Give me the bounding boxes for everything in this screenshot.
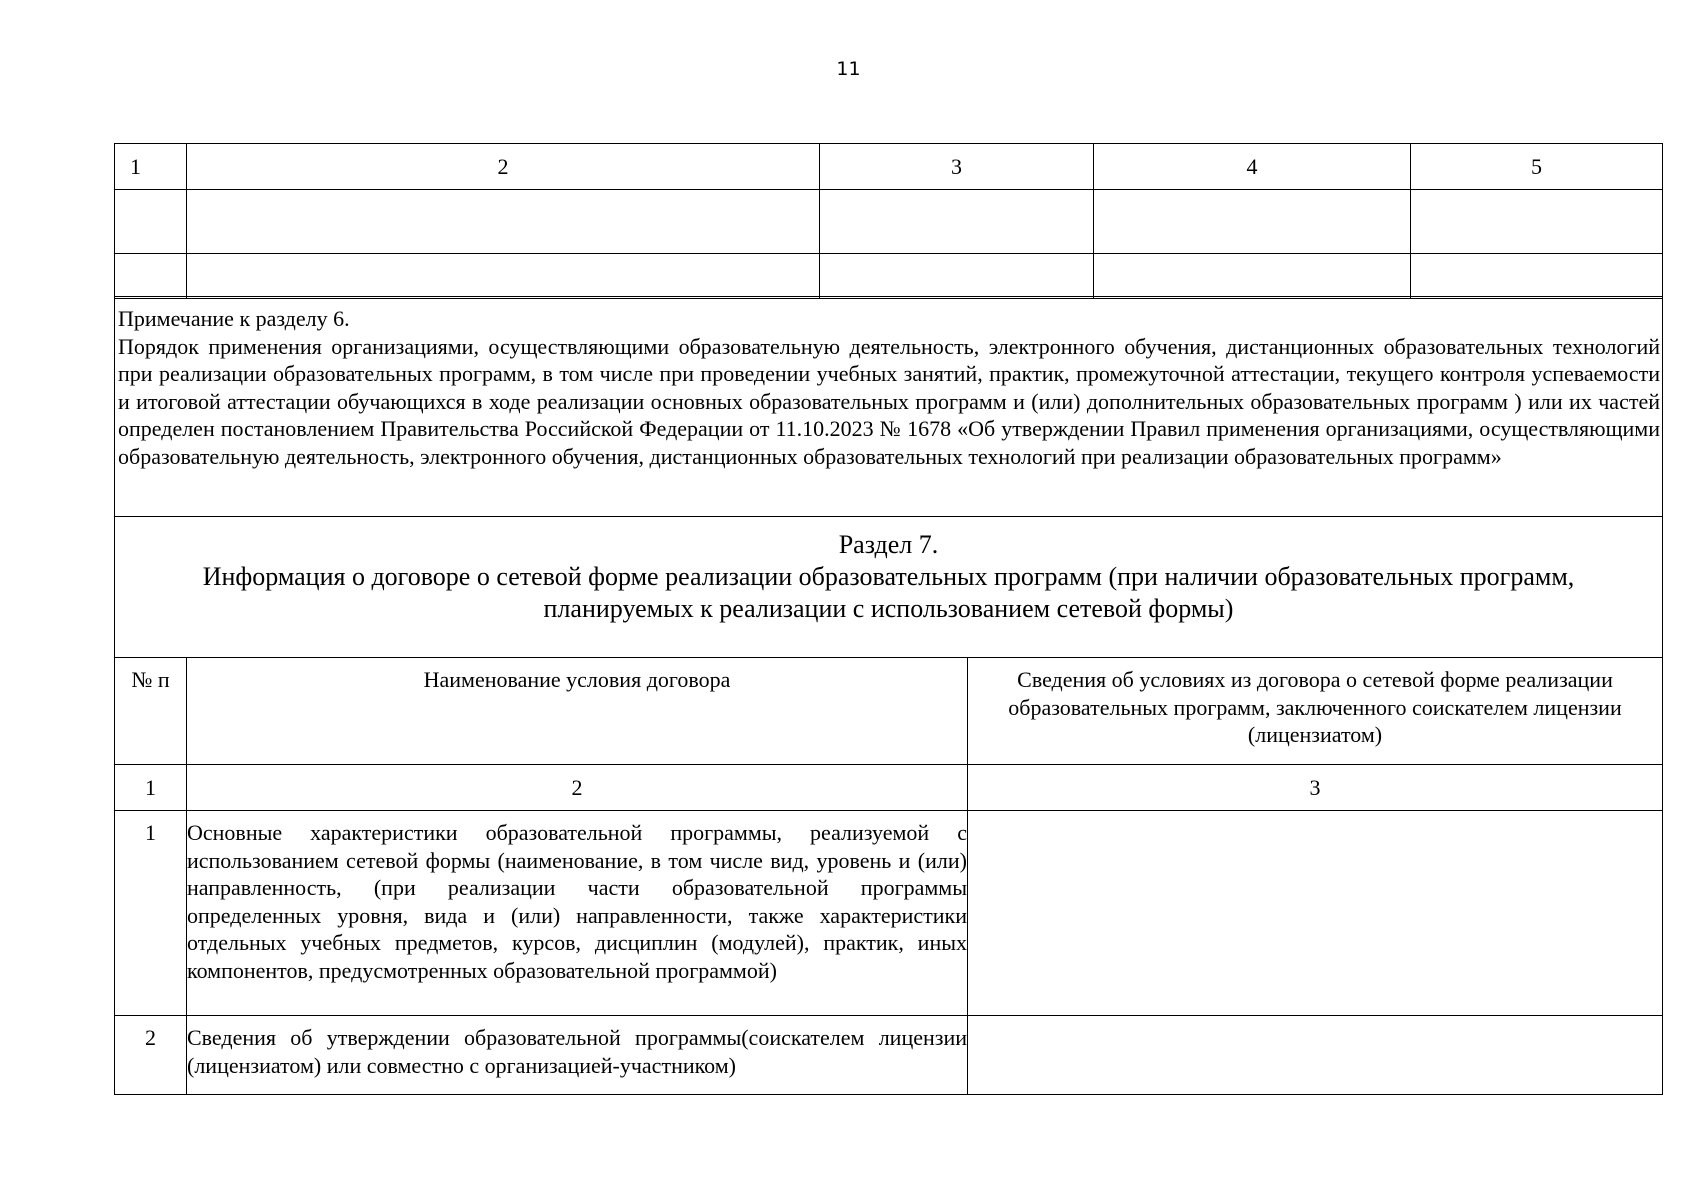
note-text: Порядок применения организациями, осуществляющими образовательную деятельность, электронного обучения, дистанционных образовательных технологий при реализации образовательных программ, в том числе при проведении учебных занятий, практик, промежуточной аттестации, текущего контроля успеваемости и итоговой аттестации обучающихся в ходе реализации основных образовательных программ и (или) дополнительных образовательных программ ) или их частей определен постановлением Правительства Российской Федерации от 11.10.2023 № 1678 «Об утверждении Правил применения организациями, осуществляющими образовательную деятельность, электронного обучения, дистанционных образовательных технологий при реализации образовательных программ» xyxy=(118,333,1660,469)
column-number-cell: 1 xyxy=(115,144,187,190)
column-header-number: № п xyxy=(115,658,187,765)
column-number-row xyxy=(115,144,1663,190)
table-cell xyxy=(1094,254,1411,299)
section-subtitle: Информация о договоре о сетевой форме реализации образовательных программ (при наличии образовательных программ, планируемых к реализации с использованием сетевой формы) xyxy=(202,562,1575,623)
condition-text: Сведения об утверждении образовательной программы(соискателем лицензии (лицензиатом) или совместно с организацией-участником) xyxy=(187,1016,968,1095)
column-number-cell: 4 xyxy=(1094,144,1411,190)
note-title: Примечание к разделу 6. xyxy=(118,306,350,331)
row-number: 2 xyxy=(115,1016,187,1095)
table-row xyxy=(115,190,1663,254)
column-number-cell: 2 xyxy=(187,765,968,811)
condition-value xyxy=(968,811,1663,1016)
column-number-row xyxy=(115,765,1663,811)
table-row xyxy=(115,811,1663,1016)
column-number-cell: 5 xyxy=(1411,144,1663,190)
note-cell xyxy=(115,297,1663,517)
table-cell xyxy=(1411,254,1663,299)
table-cell xyxy=(820,254,1094,299)
column-header-condition: Наименование условия договора xyxy=(187,658,968,765)
table-row xyxy=(115,1016,1663,1095)
column-number-cell: 1 xyxy=(115,765,187,811)
section-7-table xyxy=(114,296,1663,1095)
page-number: 11 xyxy=(836,58,861,80)
table-cell xyxy=(115,190,187,254)
table-cell xyxy=(187,254,820,299)
section-header-row xyxy=(115,517,1663,658)
table-cell xyxy=(1094,190,1411,254)
column-number-cell: 3 xyxy=(968,765,1663,811)
row-number: 1 xyxy=(115,811,187,1016)
table-cell xyxy=(115,254,187,299)
section-header-cell xyxy=(115,517,1663,658)
table-cell xyxy=(820,190,1094,254)
column-number-cell: 3 xyxy=(820,144,1094,190)
table-row xyxy=(115,254,1663,299)
condition-value xyxy=(968,1016,1663,1095)
section-title: Раздел 7. xyxy=(838,530,939,559)
note-row xyxy=(115,297,1663,517)
condition-text: Основные характеристики образовательной программы, реализуемой с использованием сетевой формы (наименование, в том числе вид, уровень и (или) направленность, (при реализации части образовательной программы определенных уровня, вида и (или) направленности, также характеристики отдельных учебных предметов, курсов, дисциплин (модулей), практик, иных компонентов, предусмотренных образовательной программой) xyxy=(187,811,968,1016)
section-6-table xyxy=(114,143,1663,299)
column-number-cell: 2 xyxy=(187,144,820,190)
column-header-row xyxy=(115,658,1663,765)
table-cell xyxy=(1411,190,1663,254)
column-header-details: Сведения об условиях из договора о сетевой форме реализации образовательных программ, заключенного соискателем лицензии (лицензиатом) xyxy=(968,658,1663,765)
table-cell xyxy=(187,190,820,254)
